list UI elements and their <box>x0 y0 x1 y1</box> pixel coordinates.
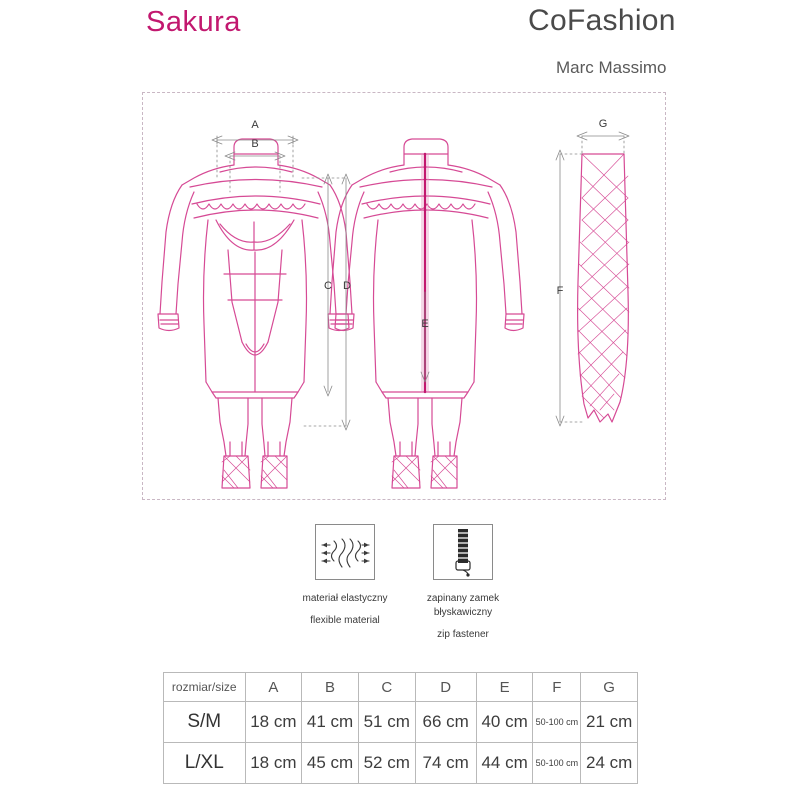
table-row <box>164 743 638 784</box>
label-C: C <box>324 280 332 292</box>
cell-e: 40 cm <box>476 702 533 743</box>
header-c: C <box>358 673 415 702</box>
brand-title: Sakura <box>146 6 241 38</box>
label-D: D <box>343 280 351 292</box>
size-table-header-row <box>164 673 638 702</box>
front-view-illustration <box>158 139 354 488</box>
zipper-icon <box>433 524 493 580</box>
cell-g: 24 cm <box>581 743 638 784</box>
feature-label-pl: materiał elastyczny <box>302 593 388 604</box>
row-size-label: S/M <box>164 702 246 743</box>
cell-a: 18 cm <box>245 743 302 784</box>
feature-caption-zip <box>408 592 518 642</box>
cell-b: 45 cm <box>302 743 359 784</box>
label-G: G <box>598 118 608 130</box>
feature-caption-elastic <box>290 592 400 628</box>
header-b: B <box>302 673 359 702</box>
header-size: rozmiar/size <box>164 673 246 702</box>
header-d: D <box>415 673 476 702</box>
feature-label-en: flexible material <box>310 615 380 626</box>
cell-b: 41 cm <box>302 702 359 743</box>
label-A: A <box>251 119 259 131</box>
cell-g: 21 cm <box>581 702 638 743</box>
cell-c: 51 cm <box>358 702 415 743</box>
label-F: F <box>556 285 564 297</box>
feature-icon-group <box>290 524 520 644</box>
feature-zip-fastener <box>408 524 518 642</box>
measurement-labels <box>251 118 607 330</box>
label-E: E <box>421 318 429 330</box>
size-table <box>163 672 638 784</box>
garment-technical-drawing <box>142 92 666 500</box>
measurement-lines <box>212 132 629 430</box>
header-e: E <box>476 673 533 702</box>
cell-e: 44 cm <box>476 743 533 784</box>
feature-label-pl: zapinany zamek błyskawiczny <box>426 593 500 618</box>
feature-label-en: zip fastener <box>437 629 489 640</box>
cell-f: 50-100 cm <box>533 743 581 784</box>
header-g: G <box>581 673 638 702</box>
cell-c: 52 cm <box>358 743 415 784</box>
label-B: B <box>251 138 259 150</box>
table-row <box>164 702 638 743</box>
cell-d: 66 cm <box>415 702 476 743</box>
row-size-label: L/XL <box>164 743 246 784</box>
header-f: F <box>533 673 581 702</box>
fashion-house-title: CoFashion <box>528 4 676 37</box>
header-a: A <box>245 673 302 702</box>
elastic-waves-icon <box>315 524 375 580</box>
designer-name: Marc Massimo <box>556 58 667 77</box>
back-view-illustration <box>328 139 524 488</box>
cell-d: 74 cm <box>415 743 476 784</box>
stocking-illustration <box>578 154 629 422</box>
cell-a: 18 cm <box>245 702 302 743</box>
cell-f: 50-100 cm <box>533 702 581 743</box>
feature-flexible-material <box>290 524 400 628</box>
